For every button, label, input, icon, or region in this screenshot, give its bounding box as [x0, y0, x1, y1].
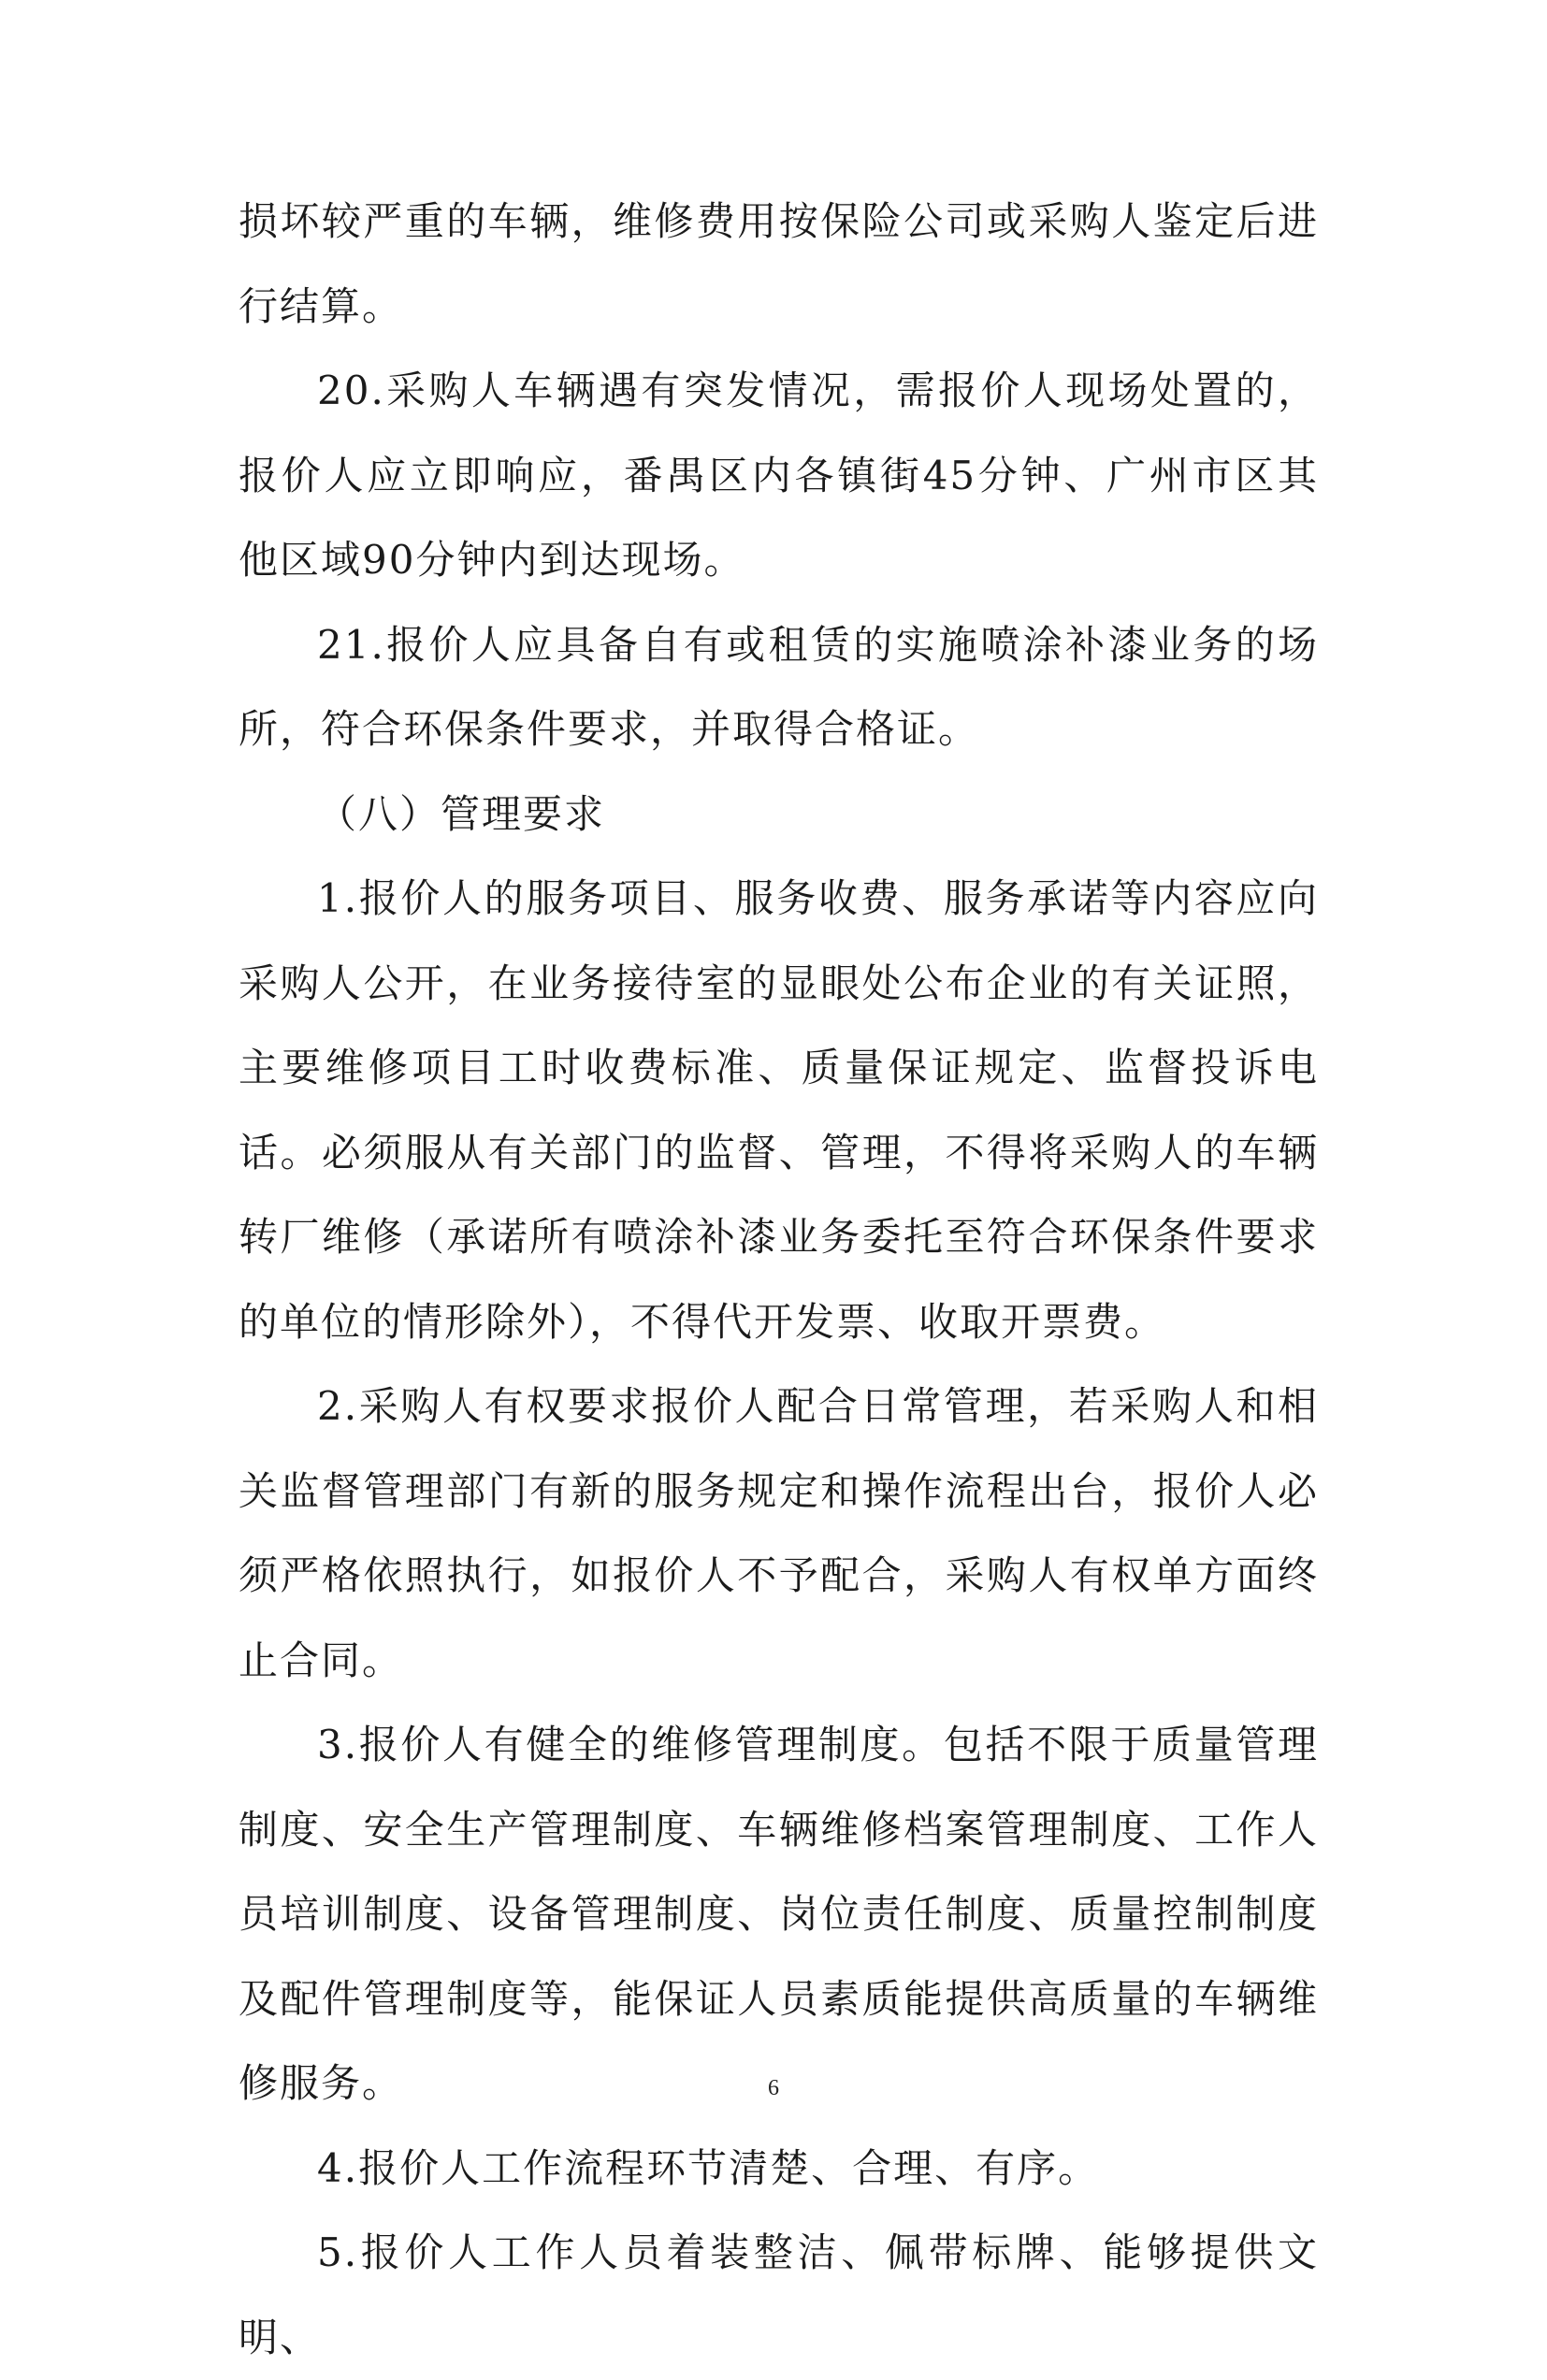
paragraph-item-20: 20.采购人车辆遇有突发情况，需报价人现场处置的，报价人应立即响应，番禺区内各镇街45分钟、广州市区其他区域90分钟内到达现场。 [239, 368, 1319, 583]
section-heading: （八）管理要求 [317, 790, 606, 837]
paragraph-item-3: 3.报价人有健全的维修管理制度。包括不限于质量管理制度、安全生产管理制度、车辆维修档案管理制度、工作人员培训制度、设备管理制度、岗位责任制度、质量控制制度及配件管理制度等，能保证人员素质能提供高质量的车辆维修服务。 [239, 1722, 1319, 2106]
paragraph-item-1: 1.报价人的服务项目、服务收费、服务承诺等内容应向采购人公开，在业务接待室的显眼处公布企业的有关证照，主要维修项目工时收费标准、质量保证规定、监督投诉电话。必须服从有关部门的监督、管理，不得将采购人的车辆转厂维修（承诺所有喷涂补漆业务委托至符合环保条件要求的单位的情形除外），不得代开发票、收取开票费。 [239, 875, 1319, 1345]
paragraph-continuation: 损坏较严重的车辆，维修费用按保险公司或采购人鉴定后进行结算。 [239, 198, 1319, 329]
paragraph-item-21: 21.报价人应具备自有或租赁的实施喷涂补漆业务的场所，符合环保条件要求，并取得合格证。 [239, 621, 1319, 752]
paragraph-item-4: 4.报价人工作流程环节清楚、合理、有序。 [317, 2144, 1100, 2191]
document-body [239, 180, 1319, 2380]
paragraph-item-5: 5.报价人工作人员着装整洁、佩带标牌、能够提供文明、 [239, 2229, 1319, 2360]
paragraph-item-2: 2.采购人有权要求报价人配合日常管理，若采购人和相关监督管理部门有新的服务规定和操作流程出台，报价人必须严格依照执行，如报价人不予配合，采购人有权单方面终止合同。 [239, 1383, 1319, 1683]
page-number: 6 [768, 2076, 779, 2100]
